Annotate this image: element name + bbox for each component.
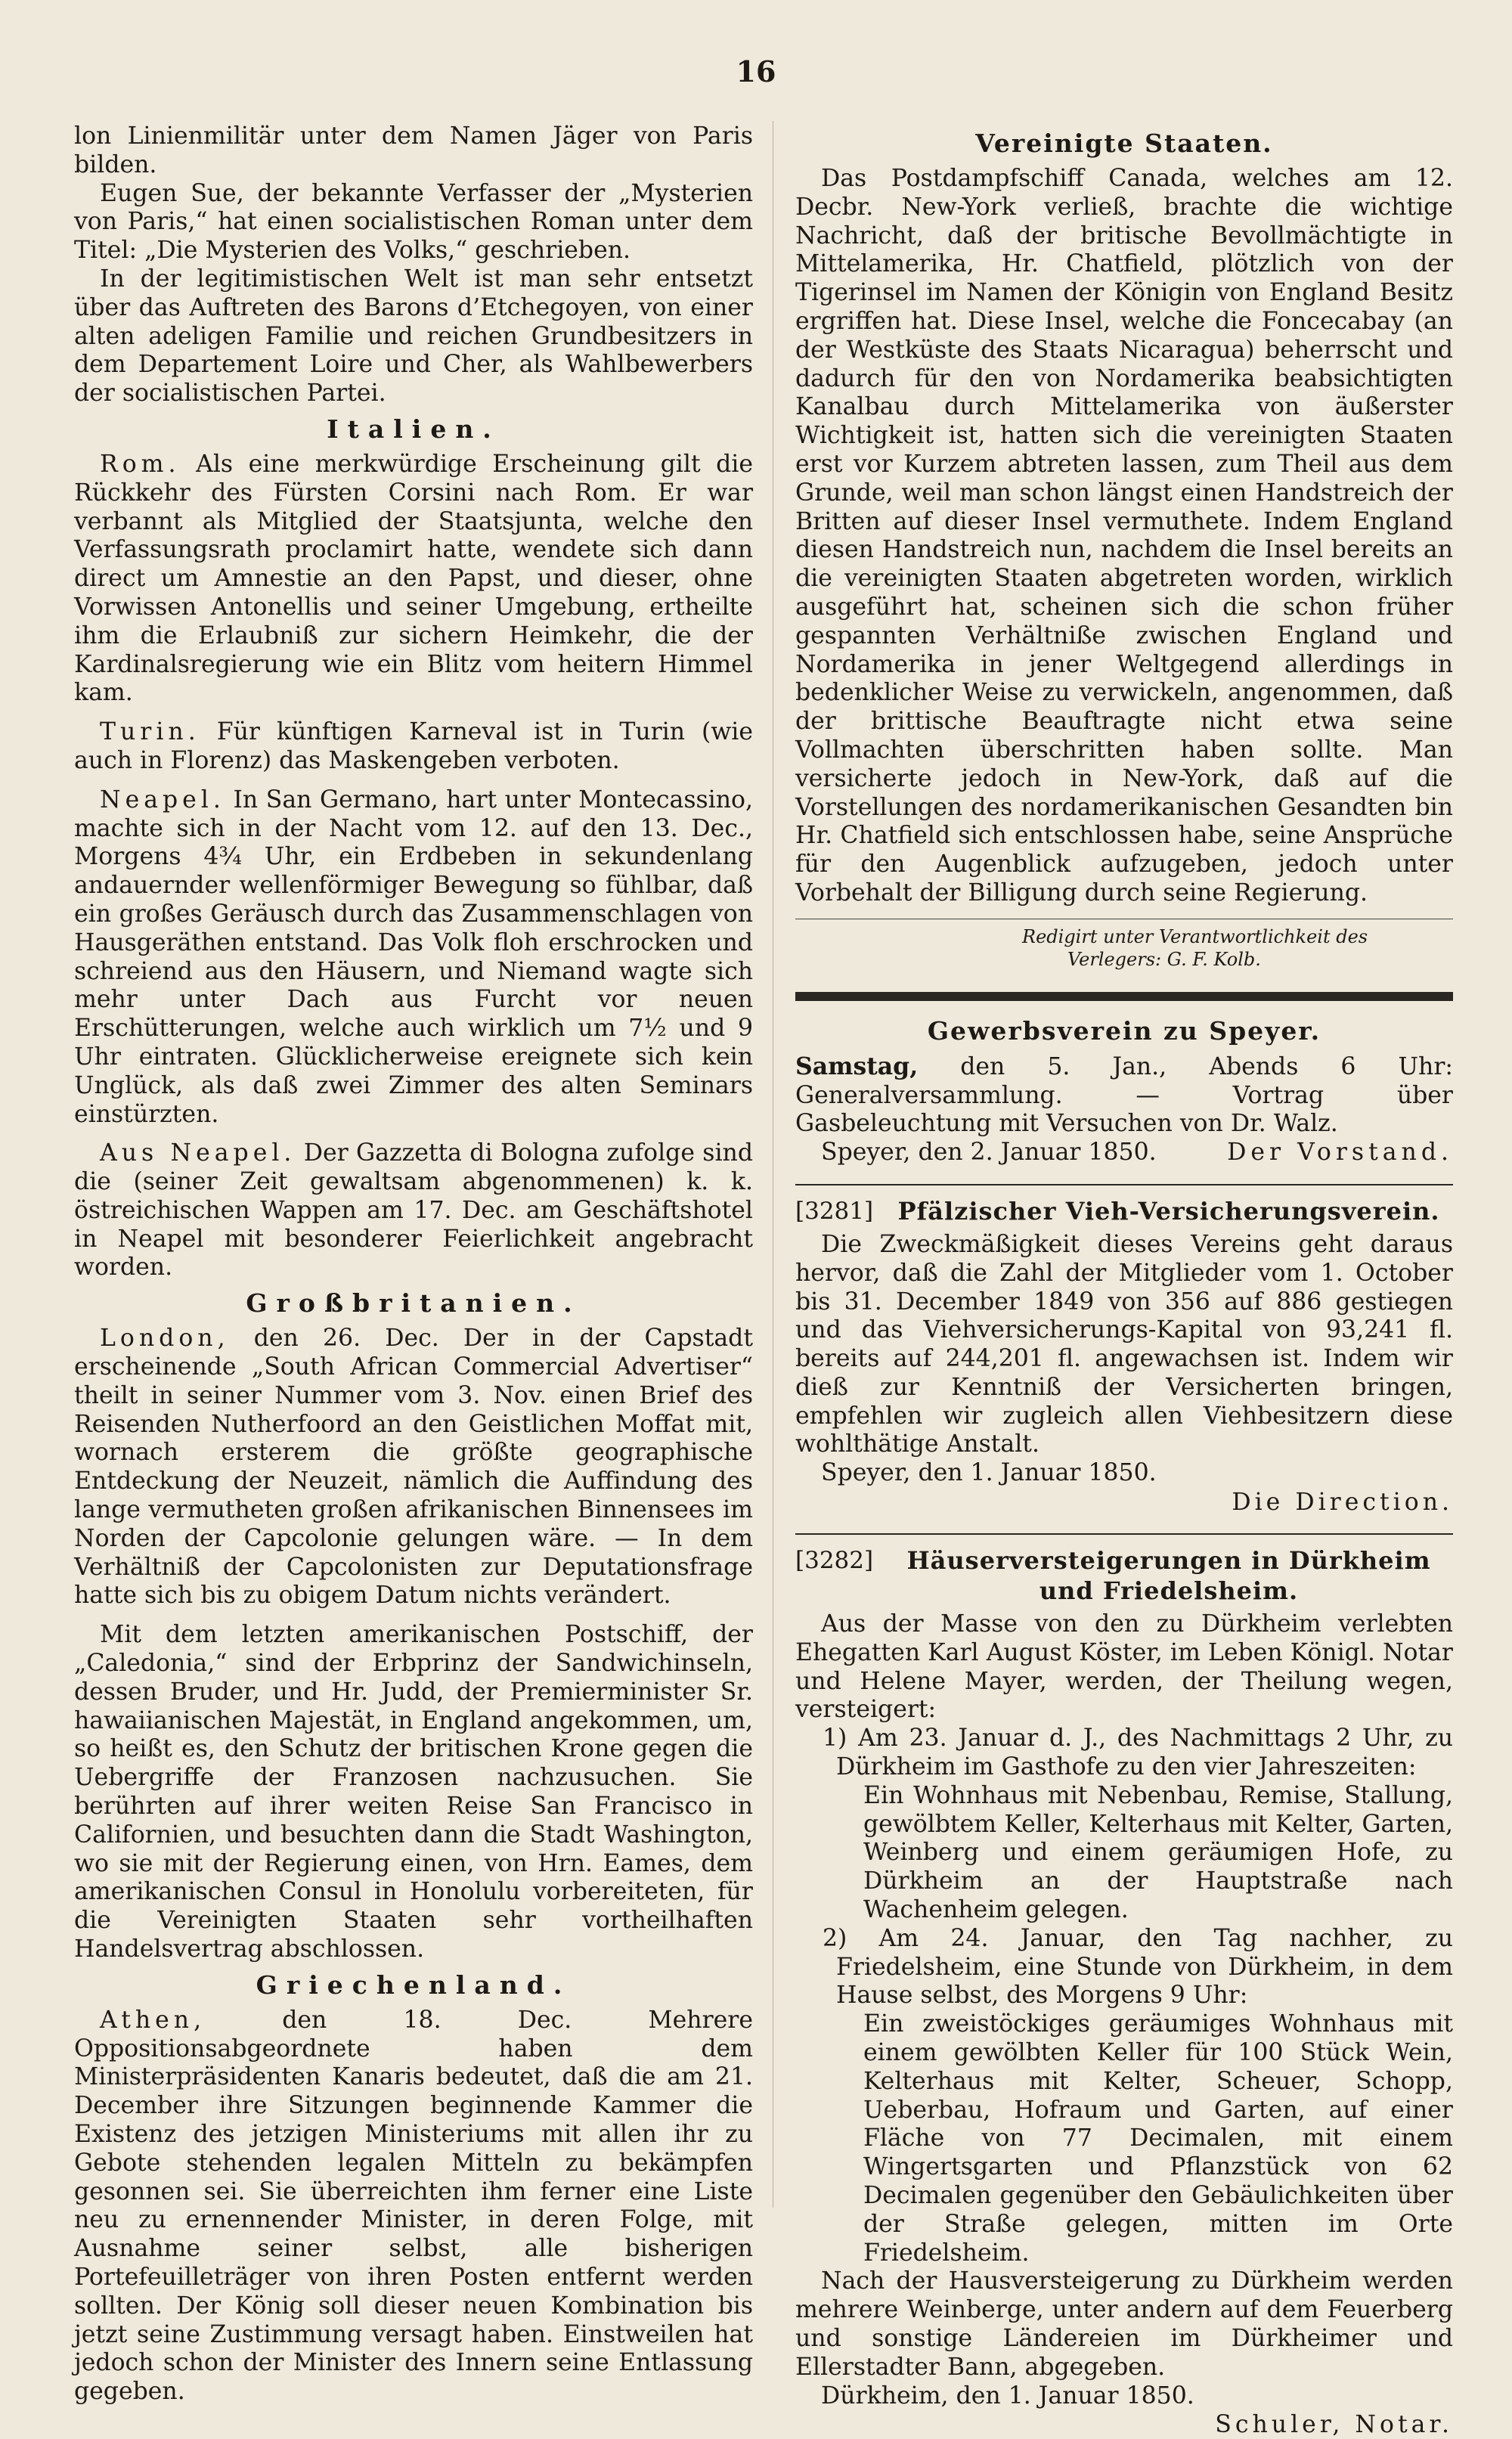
- article-athen-text: den 18. Dec. Mehrere Oppositionsabgeordnete haben dem Ministerpräsidenten Kanaris bedeutet, daß die am 21. December ihre Sitzungen beginnende Kammer die Existenz des jetzigen Ministeriums mit allen ihr zu Gebote stehenden legalen Mitteln zu bekämpfen gesonnen sei. Sie überreichten ihm ferner eine Liste neu zu ernennender Minister, in deren Folge, mit Ausnahme seiner selbst, alle bisherigen Portefeuilleträger von ihren Posten entfernt werden sollten. Der König soll dieser neuen Kombination bis jetzt seine Zustimmung versagt haben. Einstweilen hat jedoch schon der Minister des Innern seine Entlassung gegeben.: [74, 2006, 753, 2406]
- ad-haeuser-date: Dürkheim, den 1. Januar 1850.: [821, 2382, 1194, 2410]
- right-column: [795, 122, 1453, 2439]
- ad-gewerbsverein-day: Samstag,: [795, 1052, 919, 1080]
- dateline-neapel: Neapel.: [100, 786, 225, 814]
- section-heading-vereinigte-staaten: Vereinigte Staaten.: [975, 129, 1273, 158]
- ad-haeuser-intro: Aus der Masse von den zu Dürkheim verlebten Ehegatten Karl August Köster, im Leben Königl. Notar und Helene Mayer, werden, der Theilung wegen, versteigert:: [795, 1610, 1453, 1724]
- ad-divider-2: [795, 1533, 1453, 1535]
- article-turin-text: Für künftigen Karneval ist in Turin (wie auch in Florenz) das Maskengeben verboten.: [74, 718, 754, 774]
- ad-gewerbsverein-body: den 5. Jan., Abends 6 Uhr: Generalversammlung. — Vortrag über Gasbeleuchtung mit Versuchen von Dr. Walz.: [795, 1052, 1454, 1138]
- ad-gewerbsverein-footer: [795, 1139, 1453, 1167]
- section-heading-italien: Italien.: [327, 414, 500, 444]
- section-heading-grossbritanien: Großbritanien.: [246, 1288, 581, 1319]
- publisher-line-1: Redigirt unter Verantwortlichkeit des: [1022, 925, 1368, 947]
- ad-haeuser-signature: Schuler, Notar.: [1215, 2411, 1453, 2439]
- article-vereinigte-staaten: Das Postdampfschiff Canada, welches am 12. Decbr. New-York verließ, brachte die wichtige Nachricht, daß der britische Bevollmächtigte in Mittelamerika, Hr. Chatfield, plötzlich von der Tigerinsel im Namen der Königin von England Besitz ergriffen hat. Diese Insel, welche die Foncecabay (an der Westküste des Staats Nicaragua) beherrscht und dadurch für den von Nordamerika beabsichtigten Kanalbau durch Mittelamerika von äußerster Wichtigkeit ist, hatten sich die vereinigten Staaten erst vor Kurzem abtreten lassen, zum Theil aus dem Grunde, weil man schon längst einen Handstreich der Britten auf dieser Insel vermuthete. Indem England diesen Handstreich nun, nachdem die Insel bereits an die vereinigten Staaten abgetreten worden, wirklich ausgeführt hat, scheinen sich die schon früher gespannten Verhältniße zwischen England und Nordamerika in jener Weltgegend allerdings in bedenklicher Weise zu verwickeln, angenommen, daß der brittische Beauftragte nicht etwa seine Vollmachten überschritten haben sollte. Man versicherte jedoch in New-York, daß auf die Vorstellungen des nordamerikanischen Gesandten bin Hr. Chatfield sich entschlossen habe, seine Ansprüche für den Augenblick aufzugeben, jedoch unter Vorbehalt der Billigung durch seine Regierung.: [795, 165, 1453, 906]
- ad-haeuser-after: Nach der Hausversteigerung zu Dürkheim werden mehrere Weinberge, unter andern auf dem Feuerberg und sonstige Ländereien im Dürkheimer und Ellerstadter Bann, abgegeben.: [795, 2267, 1453, 2381]
- ad-header-haeuser: [795, 1545, 1453, 1606]
- article-athen: [74, 2007, 753, 2406]
- dateline-aus-neapel: Aus Neapel.: [100, 1139, 296, 1167]
- article-etchegoyen: In der legitimistischen Welt ist man sehr entsetzt über das Auftreten des Barons d’Etchegoyen, von einer alten adeligen Familie und reichen Grundbesitzers in dem Departement Loire und Cher, als Wahlbewerbers der socialistischen Partei.: [74, 265, 753, 408]
- article-neapel-wappen-text: Der Gazzetta di Bologna zufolge sind die (seiner Zeit gewaltsam abgenommenen) k. k. östreichischen Wappen am 17. Dec. am Geschäftshotel in Neapel mit besonderer Feierlichkeit angebracht worden.: [74, 1139, 753, 1281]
- ad-haeuser-item-1: 1) Am 23. Januar d. J., des Nachmittags 2 Uhr, zu Dürkheim im Gasthofe zu den vier Jahreszeiten:: [823, 1725, 1453, 1781]
- ad-vieh-text: Die Zweckmäßigkeit dieses Vereins geht daraus hervor, daß die Zahl der Mitglieder vom 1. October bis 31. December 1849 von 356 auf 886 gestiegen und das Viehversicherungs-Kapital von 93,241 fl. bereits auf 244,201 fl. angewachsen ist. Indem wir dieß zur Kenntniß der Versicherten bringen, empfehlen wir zugleich allen Viehbesitzern diese wohlthätige Anstalt.: [795, 1230, 1453, 1458]
- section-heading-griechenland: Griechenland.: [256, 1969, 572, 2000]
- ad-header-vieh: [795, 1196, 1453, 1226]
- ad-gewerbsverein-text: [795, 1052, 1453, 1139]
- article-neapel: [74, 786, 753, 1130]
- article-rom-text: Als eine merkwürdige Erscheinung gilt die Rückkehr des Fürsten Corsini nach Rom. Er war verbannt als Mitglied der Staatsjunta, welche den Verfassungsrath proclamirt hatte, wendete sich dann direct um Amnestie an den Papst, und dieser, ohne Vorwissen Antonellis und seiner Umgebung, ertheilte ihm die Erlaubniß zur sichern Heimkehr, die der Kardinalsregierung wie ein Blitz vom heitern Himmel kam.: [74, 450, 754, 707]
- publisher-line-2: Verlegers: G. F. Kolb.: [1067, 948, 1261, 970]
- publisher-imprint: [795, 919, 1453, 971]
- ad-haeuser-item-2: 2) Am 24. Januar, den Tag nachher, zu Friedelsheim, eine Stunde von Dürkheim, in dem Hause selbst, des Morgens 9 Uhr:: [823, 1924, 1453, 2010]
- article-eugen-sue: Eugen Sue, der bekannte Verfasser der „Mysterien von Paris,“ hat einen socialistischen Roman unter dem Titel: „Die Mysterien des Volks,“ geschrieben.: [74, 179, 753, 265]
- ad-number-3281: [3281]: [795, 1197, 874, 1225]
- dateline-turin: Turin.: [100, 718, 200, 746]
- ad-gewerbsverein-date: Speyer, den 2. Januar 1850.: [821, 1139, 1157, 1167]
- article-london-text: den 26. Dec. Der in der Capstadt erscheinende „South African Commercial Advertiser“ theilt in seiner Nummer vom 3. Nov. einen Brief des Reisenden Nutherfoord an den Geistlichen Moffat mit, wornach ersterem die größte geographische Entdeckung der Neuzeit, nämlich die Auffindung des lange vermutheten großen afrikanischen Binnensees im Norden der Capcolonie gelungen wäre. — In dem Verhältniß der Capcolonisten zur Deputationsfrage hatte sich bis zu obigem Datum nichts verändert.: [74, 1325, 753, 1610]
- article-london: [74, 1325, 753, 1610]
- left-column: [74, 122, 753, 2406]
- article-rom: [74, 451, 753, 708]
- page-number: 16: [736, 54, 776, 88]
- ad-title-gewerbsverein: Gewerbsverein zu Speyer.: [927, 1015, 1321, 1046]
- advertisement-separator: [795, 992, 1453, 1001]
- article-paris-ending: lon Linienmilitär unter dem Namen Jäger von Paris bilden.: [74, 122, 753, 178]
- article-neapel-text: In San Germano, hart unter Montecassino, machte sich in der Nacht vom 12. auf den 13. Dec., Morgens 4¾ Uhr, ein Erdbeben in sekundenlang andauernder wellenförmiger Bewegung so fühlbar, daß ein großes Geräusch durch das Zusammenschlagen von Hausgeräthen entstand. Das Volk floh erschrocken und schreiend aus den Häusern, und Niemand wagte sich mehr unter Dach aus Furcht vor neuen Erschütterungen, welche auch wirklich um 7½ und 9 Uhr eintraten. Glücklicherweise ereignete sich kein Unglück, als daß zwei Zimmer des alten Seminars einstürzten.: [74, 786, 753, 1128]
- ad-title-vieh: Pfälzischer Vieh-Versicherungsverein.: [897, 1196, 1440, 1226]
- dateline-athen: Athen,: [100, 2006, 206, 2034]
- ad-vieh-signature: Die Direction.: [1232, 1489, 1453, 1517]
- ad-vieh-date: Speyer, den 1. Januar 1850.: [821, 1459, 1157, 1487]
- article-caledonia: Mit dem letzten amerikanischen Postschiff, der „Caledonia,“ sind der Erbprinz der Sandwichinseln, dessen Bruder, und Hr. Judd, der Premierminister Sr. hawaiianischen Majestät, in England angekommen, um, so heißt es, den Schutz der britischen Krone gegen die Uebergriffe der Franzosen nachzusuchen. Sie berührten auf ihrer weiten Reise San Francisco in Californien, und besuchten dann die Stadt Washington, wo sie mit der Regierung einen, von Hrn. Eames, dem amerikanischen Consul in Honolulu vorbereiteten, für die Vereinigten Staaten sehr vortheilhaften Handelsvertrag abschlossen.: [74, 1621, 753, 1963]
- dateline-rom: Rom.: [100, 450, 181, 478]
- article-neapel-wappen: [74, 1139, 753, 1282]
- article-turin: [74, 718, 753, 776]
- ad-title-haeuser: Häuserversteigerungen in Dürkheim und Friedelsheim.: [906, 1546, 1431, 1606]
- ad-haeuser-item-1-desc: Ein Wohnhaus mit Nebenbau, Remise, Stallung, gewölbtem Keller, Kelterhaus mit Kelter, Garten, Weinberg und einem geräumigen Hofe, zu Dürkheim an der Hauptstraße nach Wachenheim gelegen.: [863, 1781, 1453, 1924]
- ad-divider-1: [795, 1184, 1453, 1185]
- ad-gewerbsverein-signature: Der Vorstand.: [1227, 1139, 1453, 1167]
- ad-haeuser-item-2-desc: Ein zweistöckiges geräumiges Wohnhaus mit einem gewölbten Keller für 100 Stück Wein, Kelterhaus mit Kelter, Scheuer, Schopp, Ueberbau, Hofraum und Garten, auf einer Fläche von 77 Decimalen, mit einem Wingertsgarten und Pflanzstück von 62 Decimalen gegenüber den Gebäulichkeiten über der Straße gelegen, mitten im Orte Friedelsheim.: [863, 2010, 1453, 2267]
- ad-number-3282: [3282]: [795, 1547, 874, 1575]
- dateline-london: London,: [100, 1325, 230, 1353]
